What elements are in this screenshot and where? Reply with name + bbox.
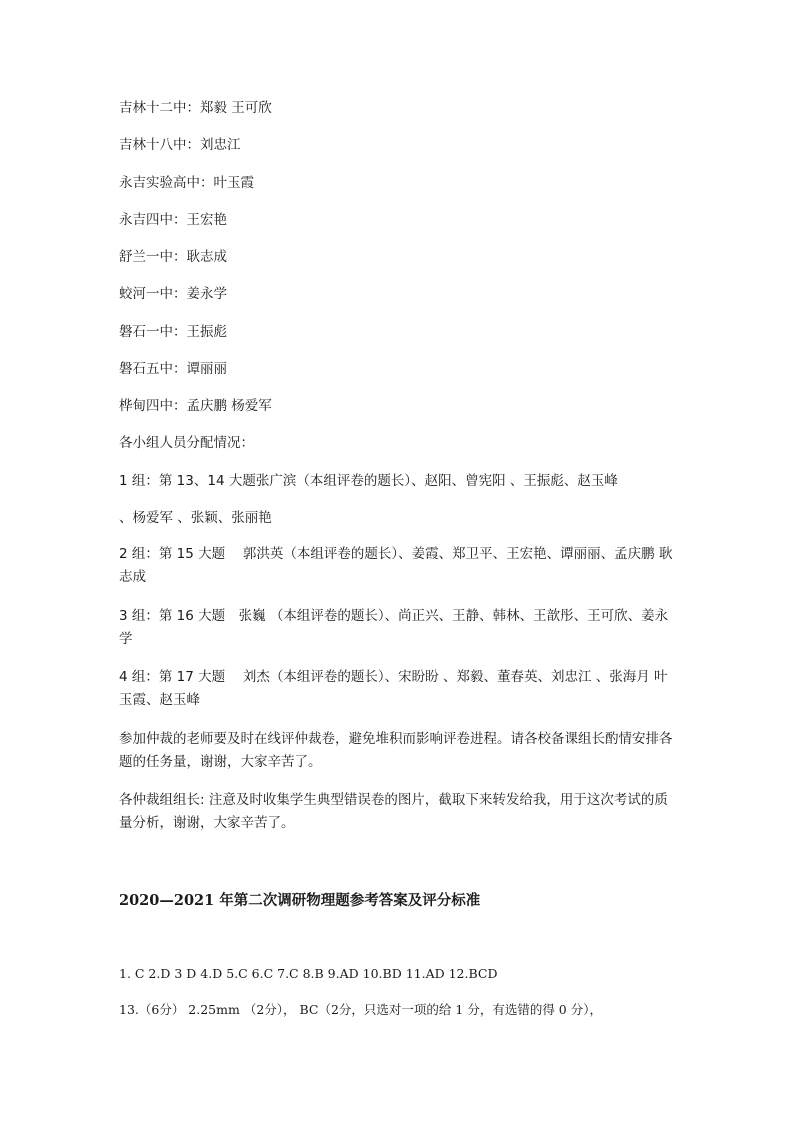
referee-line-4: 永吉四中：王宏艳 bbox=[119, 212, 227, 228]
note-group-leaders: 各仲裁组组长: 注意及时收集学生典型错误卷的图片，截取下来转发给我，用于这次考试的质量分析，谢谢，大家辛苦了。 bbox=[119, 792, 668, 831]
referee-line-1: 吉林十二中：郑毅 王可欣 bbox=[119, 100, 272, 116]
referee-line-6: 蛟河一中：姜永学 bbox=[119, 286, 227, 302]
group-4: 4 组：第 17 大题 刘杰（本组评卷的题长）、宋盼盼 、郑毅、董春英、刘忠江 、张海月 叶玉霞、赵玉峰 bbox=[119, 669, 668, 708]
answers-question-13: 13.（6分） 2.25mm （2分）， BC（2分，只选对一项的给 1 分，有选错的得 0 分）， bbox=[119, 1002, 602, 1017]
referee-line-3: 永吉实验高中：叶玉霞 bbox=[119, 175, 254, 191]
answers-multiple-choice: 1. C 2.D 3 D 4.D 5.C 6.C 7.C 8.B 9.AD 10.BD 11.AD 12.BCD bbox=[119, 966, 498, 981]
group-3: 3 组：第 16 大题 张巍 （本组评卷的题长）、尚正兴、王静、韩林、王歆彤、王可欣、姜永学 bbox=[119, 608, 669, 647]
referee-line-9: 桦甸四中：孟庆鹏 杨爱军 bbox=[119, 398, 272, 414]
groups-title: 各小组人员分配情况： bbox=[119, 435, 254, 451]
referee-line-2: 吉林十八中：刘忠江 bbox=[119, 137, 241, 153]
referee-line-7: 磐石一中：王振彪 bbox=[119, 324, 227, 340]
group-2: 2 组：第 15 大题 郭洪英（本组评卷的题长）、姜霞、郑卫平、王宏艳、谭丽丽、孟庆鹏 耿志成 bbox=[119, 546, 673, 585]
referee-line-8: 磐石五中：谭丽丽 bbox=[119, 361, 227, 377]
group-1-continued: 、杨爱军 、张颖、张丽艳 bbox=[119, 510, 272, 526]
answer-key-title: 2020—2021 年第二次调研物理题参考答案及评分标准 bbox=[119, 892, 481, 909]
group-1-line: 1 组：第 13、14 大题张广滨（本组评卷的题长）、赵阳、曾宪阳 、王振彪、赵玉峰 bbox=[119, 473, 618, 489]
note-arbitration: 参加仲裁的老师要及时在线评仲裁卷，避免堆积而影响评卷进程。请各校备课组长酌情安排各题的任务量，谢谢，大家辛苦了。 bbox=[119, 731, 673, 770]
referee-line-5: 舒兰一中：耿志成 bbox=[119, 249, 227, 265]
